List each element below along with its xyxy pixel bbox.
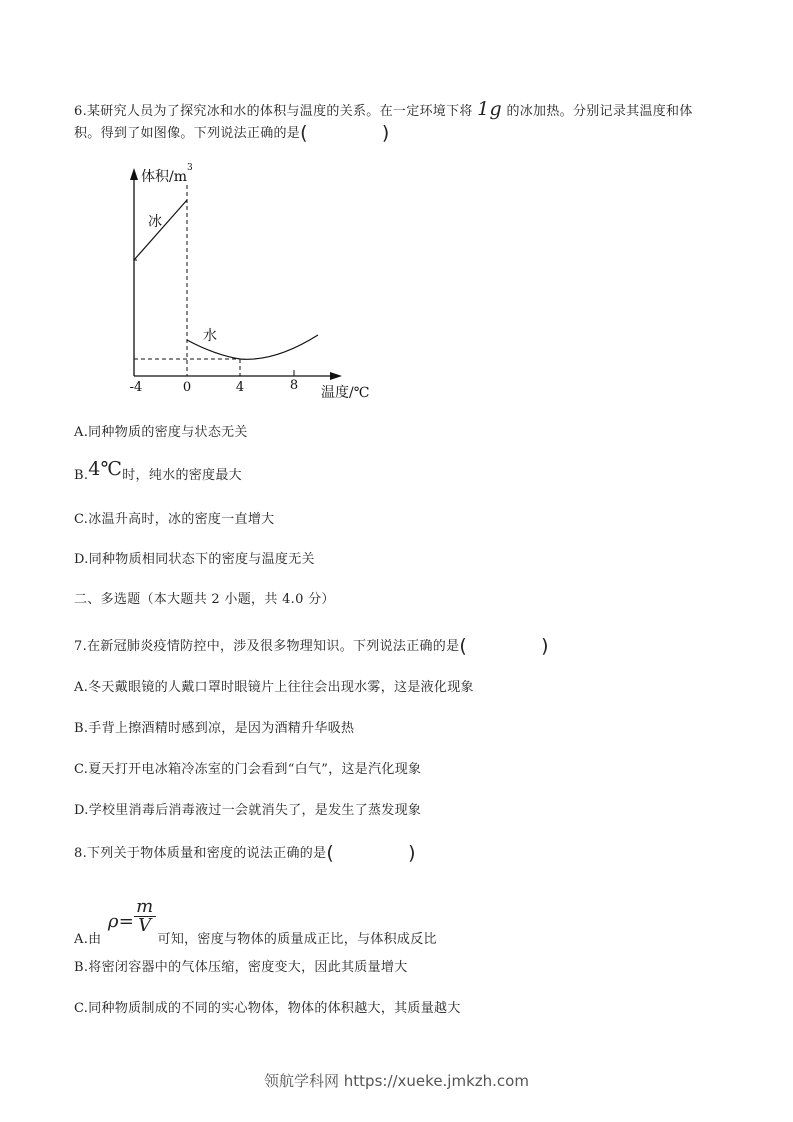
q6-stem-part1: 6.某研究人员为了探究冰和水的体积与温度的关系。在一定环境下将 (74, 104, 473, 119)
q7-option-b[interactable] (74, 720, 354, 738)
option-text: 冰温升高时，冰的密度一直增大 (88, 512, 275, 527)
option-math-temperature: 4℃ (88, 458, 123, 480)
y-axis-label: 体积/m (141, 169, 187, 185)
q7-stem (74, 637, 549, 656)
q7-option-a[interactable] (74, 679, 474, 697)
option-label: B. (74, 960, 89, 975)
q7-stem-text: 7.在新冠肺炎疫情防控中，涉及很多物理知识。下列说法正确的是 (74, 639, 460, 654)
option-label: D. (74, 803, 89, 818)
option-label: C. (74, 762, 89, 777)
formula-numerator: m (136, 896, 154, 917)
option-text: 同种物质制成的不同的实心物体，物体的体积越大，其质量越大 (88, 1001, 461, 1016)
option-label: A. (74, 425, 89, 440)
q6-answer-paren-open: ( (300, 122, 308, 144)
q7-option-c[interactable] (74, 761, 421, 779)
option-label: B. (74, 721, 89, 736)
option-text: 手背上擦酒精时感到凉，是因为酒精升华吸热 (88, 721, 355, 736)
q7-answer-paren-close: ) (541, 635, 549, 657)
q8-option-c[interactable] (74, 1000, 461, 1018)
q7-option-d[interactable] (74, 802, 421, 820)
q6-mass-value: 1g (477, 98, 503, 120)
option-label: A. (74, 680, 89, 695)
option-text: 夏天打开电冰箱冷冻室的门会看到“白气”，这是汽化现象 (88, 762, 422, 777)
q6-stem-part3: 积。得到了如图像。下列说法正确的是 (74, 126, 301, 141)
x-tick-neg4: -4 (129, 380, 143, 395)
section-title: 二、多选题（本大题共 2 小题，共 4.0 分） (74, 592, 335, 607)
formula-lhs: ρ= (107, 911, 135, 932)
footer-watermark: 领航学科网 https://xueke.jmkzh.com (264, 1072, 529, 1090)
q8-option-a[interactable] (74, 896, 437, 955)
q8-stem-text: 8.下列关于物体质量和密度的说法正确的是 (74, 846, 327, 861)
option-text: 可知，密度与物体的质量成正比，与体积成反比 (157, 932, 437, 947)
q8-answer-paren-open: ( (326, 842, 335, 864)
x-tick-4: 4 (235, 380, 245, 395)
q6-answer-paren-close: ) (381, 122, 390, 144)
option-text-prefix: 由 (88, 932, 102, 947)
option-label: A. (74, 932, 89, 947)
option-text: 将密闭容器中的气体压缩，密度变大，因此其质量增大 (88, 960, 408, 975)
q6-option-c[interactable] (74, 511, 274, 529)
q6-option-b[interactable] (74, 458, 242, 485)
y-axis-arrow-icon (130, 168, 138, 180)
option-label: B. (74, 468, 89, 483)
formula-fraction (134, 898, 155, 935)
option-label: C. (74, 1001, 89, 1016)
density-formula (108, 898, 156, 935)
option-label: D. (74, 552, 89, 567)
option-text: 时，纯水的密度最大 (122, 468, 242, 483)
option-label: C. (74, 512, 89, 527)
q6-option-a[interactable] (74, 424, 248, 442)
formula-denominator: V (138, 915, 152, 936)
option-text: 同种物质相同状态下的密度与温度无关 (88, 552, 315, 567)
q6-stem-part2: 的冰加热。分别记录其温度和体 (506, 104, 693, 119)
x-axis-label: 温度/℃ (321, 385, 370, 401)
q8-option-b[interactable] (74, 959, 408, 977)
volume-temperature-chart (0, 0, 793, 420)
x-axis-arrow-icon (330, 372, 342, 380)
water-label: 水 (203, 328, 217, 344)
option-text: 学校里消毒后消毒液过一会就消失了，是发生了蒸发现象 (88, 803, 422, 818)
y-axis-label-exponent: 3 (187, 163, 193, 173)
x-tick-0: 0 (182, 380, 192, 395)
ice-line (134, 200, 187, 260)
ice-label: 冰 (148, 214, 162, 230)
option-text: 冬天戴眼镜的人戴口罩时眼镜片上往往会出现水雾，这是液化现象 (88, 680, 474, 695)
q6-option-d[interactable] (74, 551, 315, 569)
x-tick-8: 8 (289, 378, 299, 393)
q7-answer-paren-open: ( (459, 635, 468, 657)
q8-answer-paren-close: ) (408, 842, 416, 864)
option-text: 同种物质的密度与状态无关 (88, 425, 248, 440)
q8-stem (74, 844, 416, 863)
